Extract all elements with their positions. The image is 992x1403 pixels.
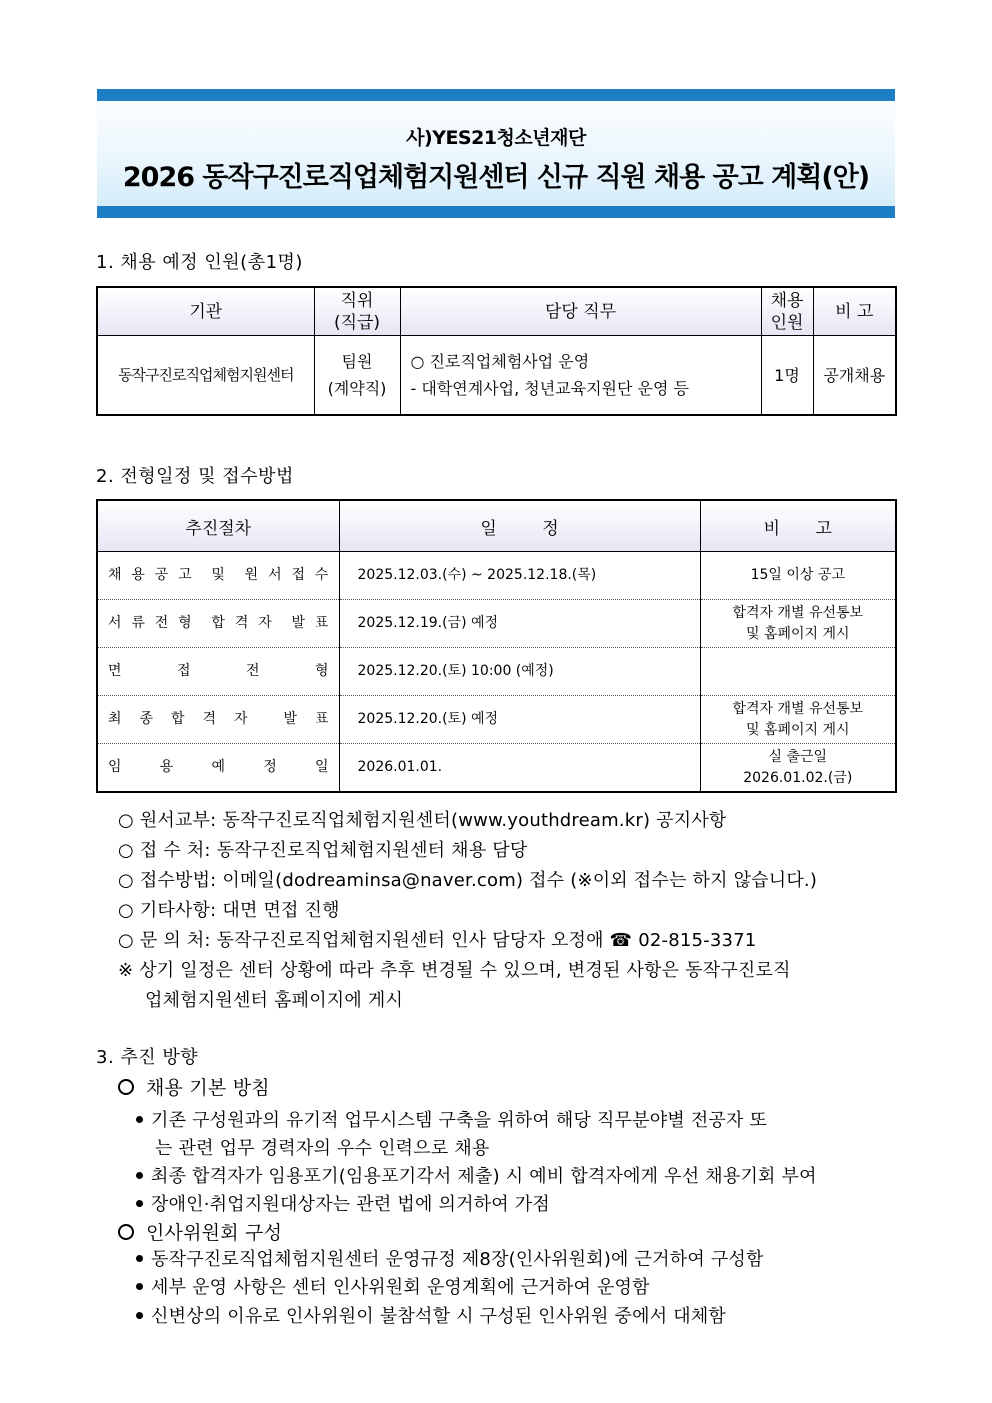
table-row (97, 600, 896, 648)
cell-duty (400, 336, 761, 416)
section2-heading: 2. 전형일정 및 접수방법 (96, 466, 294, 487)
cell-position-title: 팀원 (341, 352, 373, 371)
cell-position-grade: (계약직) (327, 379, 387, 398)
list-item (136, 1273, 650, 1299)
step-char: 공 (154, 567, 169, 583)
list-item-text: 최종 합격자가 임용포기(임용포기각서 제출) 시 예비 합격자에게 우선 채용기회 부여 (151, 1166, 817, 1187)
list-item (136, 1302, 726, 1328)
step-char: 채 (108, 567, 122, 583)
cell-remarks (700, 744, 896, 793)
bullet-dot-icon (136, 1116, 143, 1123)
section3-heading: 3. 추진 방향 (96, 1047, 199, 1068)
step-char: 자 (258, 615, 272, 631)
table-row (97, 696, 896, 744)
remarks-line: 15일 이상 공고 (750, 567, 845, 583)
subsection-committee (118, 1218, 282, 1245)
cell-note: 공개채용 (813, 336, 896, 416)
list-item (155, 1134, 490, 1160)
header-position-line1: 직위 (340, 290, 374, 311)
step-char: 전 (245, 663, 260, 679)
cell-date: 2026.01.01. (339, 744, 700, 793)
cell-remarks (700, 696, 896, 744)
step-char: 류 (131, 615, 145, 631)
cell-step (97, 696, 339, 744)
recruitment-table (96, 286, 897, 416)
cell-step (97, 552, 339, 600)
step-char: 표 (314, 711, 329, 727)
subsection-committee-label: 인사위원회 구성 (146, 1222, 283, 1244)
bullet-dot-icon (136, 1283, 143, 1290)
circle-bullet-icon (118, 1224, 134, 1240)
step-char: 원 (244, 567, 259, 583)
list-item-text: 신변상의 이유로 인사위원이 불참석할 시 구성된 인사위원 중에서 대체함 (151, 1306, 727, 1327)
remarks-line: 및 홈페이지 게시 (745, 721, 850, 738)
note-line: ○ 접 수 처: 동작구진로직업체험지원센터 채용 담당 (118, 840, 528, 861)
step-text (108, 661, 329, 682)
note-line: ※ 상기 일정은 센터 상황에 따라 추후 변경될 수 있으며, 변경된 사항은 동작구진로직 (118, 960, 791, 981)
header-count (761, 287, 813, 336)
subsection-basic-policy (118, 1073, 270, 1100)
header-org: 기관 (97, 287, 314, 336)
step-char: 서 (108, 615, 122, 631)
remarks-line: 2026.01.02.(금) (743, 769, 853, 786)
list-item-text: 기존 구성원과의 유기적 업무시스템 구축을 위하여 해당 직무분야별 전공자 또 (151, 1110, 768, 1131)
step-char: 자 (234, 711, 248, 727)
circle-bullet-icon (118, 1079, 134, 1095)
step-char: 일 (314, 759, 329, 775)
step-char: 발 (283, 711, 297, 727)
table-row (97, 744, 896, 793)
cell-step (97, 744, 339, 793)
cell-remarks (700, 552, 896, 600)
note-line: 업체험지원센터 홈페이지에 게시 (145, 990, 404, 1011)
header-count-line2: 인원 (770, 312, 804, 333)
list-item (136, 1106, 767, 1132)
header-position (314, 287, 400, 336)
step-char: 접 (291, 567, 305, 583)
list-item (136, 1162, 817, 1188)
note-line: ○ 원서교부: 동작구진로직업체험지원센터(www.youthdream.kr) 공지사항 (118, 810, 727, 831)
bullet-dot-icon (136, 1255, 143, 1262)
cell-date: 2025.12.20.(토) 예정 (339, 696, 700, 744)
list-item (136, 1190, 550, 1216)
step-char: 격 (202, 711, 217, 727)
title-banner (97, 89, 895, 218)
cell-org: 동작구진로직업체험지원센터 (97, 336, 314, 416)
table-row (97, 648, 896, 696)
note-line: ○ 접수방법: 이메일(dodreaminsa@naver.com) 접수 (※이외 접수는 하지 않습니다.) (118, 870, 818, 891)
cell-date: 2025.12.03.(수) ~ 2025.12.18.(목) (339, 552, 700, 600)
step-char: 종 (139, 711, 154, 727)
title-top-bar (97, 89, 895, 101)
step-char: 형 (178, 615, 192, 631)
step-char: 면 (108, 663, 122, 679)
table-header-row (97, 500, 896, 552)
step-char: 합 (171, 711, 185, 727)
header-position-line2: (직급) (333, 312, 381, 333)
step-char: 고 (178, 567, 192, 583)
list-item-text: 세부 운영 사항은 센터 인사위원회 운영계획에 근거하여 운영함 (151, 1277, 650, 1298)
step-char: 형 (314, 663, 329, 679)
bullet-dot-icon (136, 1172, 143, 1179)
step-char: 격 (234, 615, 249, 631)
duty-line1: ○ 진로직업체험사업 운영 (410, 352, 590, 371)
list-item (136, 1245, 764, 1271)
header-step: 추진절차 (97, 500, 339, 552)
step-char: 및 (211, 567, 225, 583)
remarks-line: 합격자 개별 유선통보 (732, 604, 864, 621)
cell-remarks (700, 648, 896, 696)
list-item-text: 장애인·취업지원대상자는 관련 법에 의거하여 가점 (151, 1194, 550, 1215)
schedule-table (96, 499, 897, 793)
step-text (108, 709, 329, 730)
cell-date: 2025.12.20.(토) 10:00 (예정) (339, 648, 700, 696)
step-char: 서 (268, 567, 282, 583)
remarks-line: 실 출근일 (768, 748, 828, 765)
table-row (97, 552, 896, 600)
step-char: 접 (176, 663, 191, 679)
header-count-line1: 채용 (770, 290, 804, 311)
cell-remarks (700, 600, 896, 648)
step-char: 발 (291, 615, 305, 631)
step-char: 용 (159, 759, 174, 775)
step-char: 최 (108, 711, 122, 727)
duty-line2: - 대학연계사업, 청년교육지원단 운영 등 (410, 379, 689, 398)
table-row (97, 336, 896, 416)
page-title: 2026 동작구진로직업체험지원센터 신규 직원 채용 공고 계획(안) (122, 162, 870, 193)
organization-name: 사)YES21청소년재단 (406, 127, 586, 149)
step-char: 임 (108, 759, 122, 775)
section1-heading: 1. 채용 예정 인원(총1명) (96, 252, 303, 273)
remarks-line: 합격자 개별 유선통보 (732, 700, 864, 717)
step-char: 정 (263, 759, 277, 775)
step-text (108, 613, 329, 634)
cell-date: 2025.12.19.(금) 예정 (339, 600, 700, 648)
cell-step (97, 648, 339, 696)
step-char: 수 (314, 567, 329, 583)
note-line: ○ 기타사항: 대면 면접 진행 (118, 900, 340, 921)
remarks-line: 및 홈페이지 게시 (745, 625, 850, 642)
bullet-dot-icon (136, 1312, 143, 1319)
step-char: 용 (131, 567, 145, 583)
header-duty: 담당 직무 (400, 287, 761, 336)
step-text (108, 565, 329, 586)
cell-position (314, 336, 400, 416)
header-schedule: 일 정 (339, 500, 700, 552)
list-item-text: 동작구진로직업체험지원센터 운영규정 제8장(인사위원회)에 근거하여 구성함 (151, 1249, 764, 1270)
header-note: 비 고 (813, 287, 896, 336)
bullet-dot-icon (136, 1200, 143, 1207)
step-char: 예 (211, 759, 225, 775)
cell-count: 1명 (761, 336, 813, 416)
note-line: ○ 문 의 처: 동작구진로직업체험지원센터 인사 담당자 오정애 ☎ 02-815-3371 (118, 930, 757, 951)
list-item-text: 는 관련 업무 경력자의 우수 인력으로 채용 (155, 1138, 490, 1159)
step-text (108, 757, 329, 778)
step-char: 표 (314, 615, 329, 631)
table-header-row (97, 287, 896, 336)
step-char: 전 (154, 615, 169, 631)
subsection-basic-policy-label: 채용 기본 방침 (146, 1077, 270, 1099)
cell-step (97, 600, 339, 648)
step-char: 합 (211, 615, 225, 631)
title-bottom-bar (97, 206, 895, 218)
header-remarks: 비 고 (700, 500, 896, 552)
